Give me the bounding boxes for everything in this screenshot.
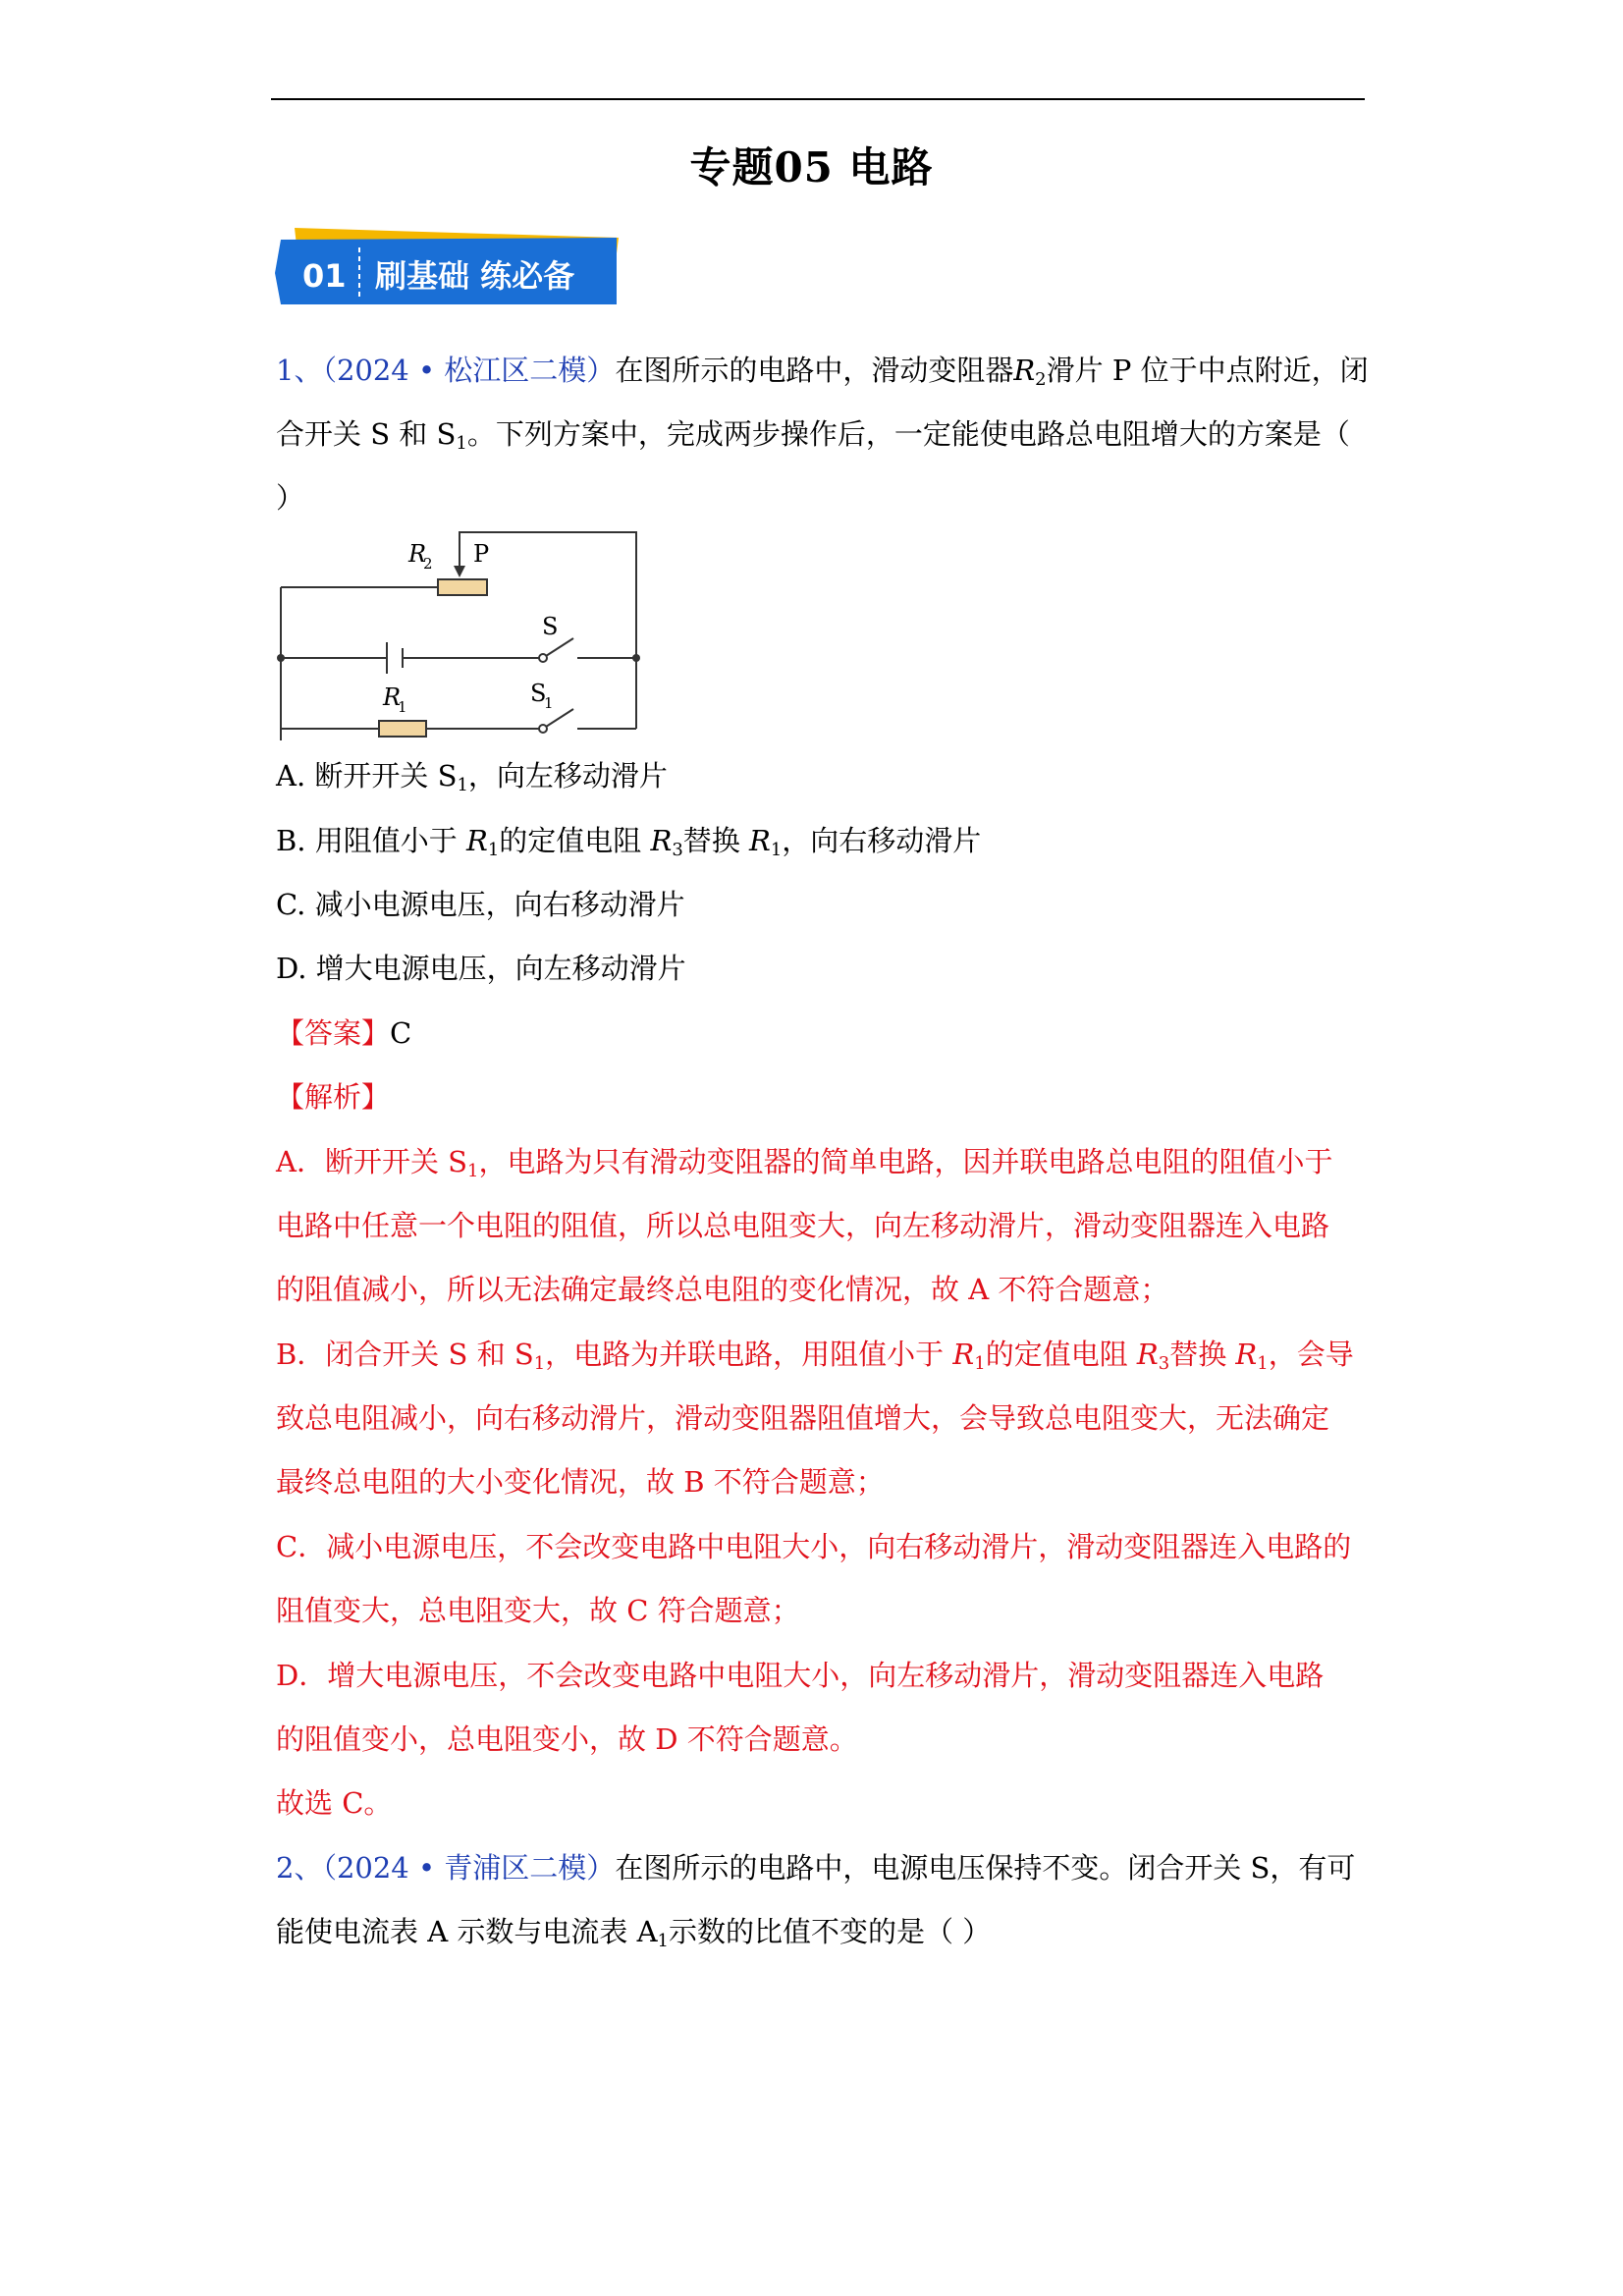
q1-stem-line3: ） [276,481,305,515]
svg-text:R: R [408,540,427,568]
svg-text:1: 1 [398,698,407,716]
q2-number: 2、 [276,1851,323,1885]
banner-number: 01 [302,257,347,295]
analysis-b-line3: 最终总电阻的大小变化情况，故 B 不符合题意； [276,1465,885,1499]
q1-stem-line1: 1、（2024 • 松江区二模）在图所示的电路中，滑动变阻器$R_2$滑片 P 位于中点附近，闭 [276,354,1369,390]
section-banner [275,228,624,310]
option-a[interactable]: A. 断开开关 $S_1$，向左移动滑片 [276,759,668,795]
circuit-diagram [273,522,646,740]
option-c[interactable]: C. 减小电源电压，向右移动滑片 [276,888,685,921]
q1-stem-line2: 合开关 S 和 $S_1$。下列方案中，完成两步操作后，一定能使电路总电阻增大的方案是（ [276,417,1350,454]
analysis-a-line3: 的阻值减小，所以无法确定最终总电阻的变化情况，故 A 不符合题意； [276,1273,1169,1306]
analysis-b-line2: 致总电阻减小，向右移动滑片，滑动变阻器阻值增大，会导致总电阻变大，无法确定 [276,1401,1330,1435]
answer-value: C [390,1016,412,1050]
analysis-label: 【解析】 [276,1080,391,1114]
q2-stem-line2: 能使电流表 A 示数与电流表 $A_1$示数的比值不变的是（ ） [276,1915,992,1951]
analysis-b-line1: B．闭合开关 S 和 $S_1$，电路为并联电路，用阻值小于 $R_1$的定值电阻 $R_3$替换 $R_1$，会导 [276,1338,1354,1374]
svg-text:2: 2 [423,555,433,573]
analysis-c-line2: 阻值变大，总电阻变大，故 C 符合题意； [276,1594,800,1627]
svg-text:R: R [383,683,402,711]
q2-source: （2024 • 青浦区二模） [322,1851,616,1885]
analysis-a-line2: 电路中任意一个电阻的阻值，所以总电阻变大，向左移动滑片，滑动变阻器连入电路 [276,1209,1330,1242]
svg-text:S: S [530,680,547,707]
option-b[interactable]: B. 用阻值小于 $R_1$的定值电阻 $R_3$替换 $R_1$，向右移动滑片 [276,824,982,860]
answer-line [276,1013,411,1053]
banner-text: 刷基础 练必备 [375,257,575,295]
analysis-d-line2: 的阻值变小，总电阻变小，故 D 不符合题意。 [276,1722,858,1756]
page-title: 专题05 电路 [689,143,934,191]
svg-text:S: S [542,613,559,640]
analysis-d-line1: D．增大电源电压，不会改变电路中电阻大小，向左移动滑片，滑动变阻器连入电路 [276,1659,1325,1692]
q2-stem-line1: 2、（2024 • 青浦区二模）在图所示的电路中，电源电压保持不变。闭合开关 S，有可 [276,1851,1356,1885]
header-rule [271,98,1365,100]
conclusion: 故选 C。 [276,1786,393,1820]
q1-number: 1、 [276,354,323,387]
analysis-a-line1: A．断开开关 $S_1$，电路为只有滑动变阻器的简单电路，因并联电路总电阻的阻值小于 [276,1145,1333,1181]
q1-source: （2024 • 松江区二模） [322,354,616,387]
analysis-c-line1: C．减小电源电压，不会改变电路中电阻大小，向右移动滑片，滑动变阻器连入电路的 [276,1530,1352,1563]
option-d[interactable]: D. 增大电源电压，向左移动滑片 [276,952,686,985]
r1-resistor [379,721,426,737]
svg-text:P: P [473,540,490,568]
svg-text:1: 1 [544,694,554,712]
r2-resistor [438,579,487,595]
answer-label: 【答案】 [276,1016,391,1050]
